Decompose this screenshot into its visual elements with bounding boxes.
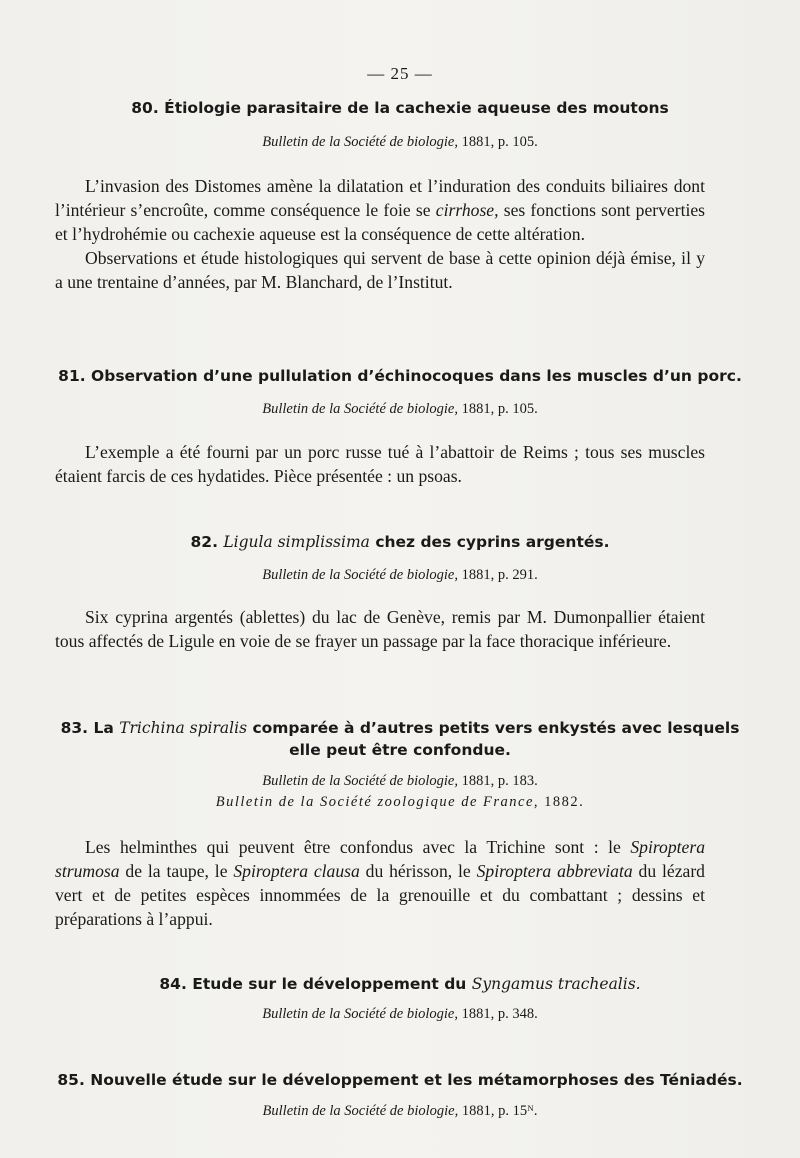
section-83-title-pre: La <box>93 719 114 737</box>
page-number: — 25 — <box>367 64 433 83</box>
section-80-body <box>55 174 705 294</box>
section-83-heading <box>0 719 800 737</box>
section-85-number: 85. <box>57 1071 85 1089</box>
section-80-paragraph-2: Observations et étude histologiques qui servent de base à cette opinion déjà émise, il y a une trentaine d’années, par M. Blanchard, de l’Institut. <box>55 248 705 292</box>
section-81-paragraph-1: L’exemple a été fourni par un porc russe tué à l’abattoir de Reims ; tous ses muscles étaient farcis de ces hydatides. Pièce présentée : un psoas. <box>55 442 705 486</box>
section-81-body <box>55 440 705 488</box>
section-81-number: 81. <box>58 367 86 385</box>
section-84-title-pre: Etude sur le développement du <box>192 975 467 993</box>
section-83-title-italic: Trichina spiralis <box>119 719 248 737</box>
section-83-year: 1881, p. 183. <box>461 773 538 789</box>
section-85-journal: Bulletin de la Société de biologie, <box>262 1103 459 1119</box>
section-84-number: 84. <box>159 975 187 993</box>
section-83-journal-2: Bulletin de la Société zoologique de France, <box>215 794 540 810</box>
section-80-title: Étiologie parasitaire de la cachexie aqueuse des moutons <box>164 99 669 117</box>
section-81-reference <box>0 401 800 418</box>
section-84-title-italic: Syngamus trachealis. <box>471 975 641 993</box>
section-80-year: 1881, p. 105. <box>461 134 538 150</box>
section-82-paragraph-1: Six cyprina argentés (ablettes) du lac de Genève, remis par M. Dumonpallier étaient tous affectés de Ligule en voie de se frayer un passage par la face thoracique inférieure. <box>55 607 705 651</box>
section-82-number: 82. <box>190 533 218 551</box>
section-83-paragraph-1 <box>55 835 705 931</box>
section-80-paragraph-1 <box>55 174 705 246</box>
section-85-heading <box>0 1071 800 1089</box>
section-83-number: 83. <box>60 719 89 737</box>
section-84-year: 1881, p. 348. <box>461 1006 538 1022</box>
section-83-body <box>55 835 705 931</box>
section-84-reference <box>0 1006 800 1023</box>
section-83-year-2: 1882. <box>544 794 585 810</box>
paragraph-italic-term: Spiroptera abbreviata <box>476 861 633 881</box>
paragraph-text: Les helminthes qui peuvent être confondus avec la Trichine sont : le <box>85 837 631 857</box>
section-81-year: 1881, p. 105. <box>461 401 538 417</box>
section-82-reference <box>0 567 800 584</box>
paragraph-text: du hérisson, le <box>359 861 477 881</box>
section-85-reference <box>0 1103 800 1120</box>
section-82-heading <box>0 533 800 551</box>
section-83-journal: Bulletin de la Société de biologie, <box>262 773 458 789</box>
section-82-journal: Bulletin de la Société de biologie, <box>262 567 458 583</box>
section-82-title: chez des cyprins argentés. <box>375 533 610 551</box>
section-85-year: 1881, p. 15ᴺ. <box>461 1103 538 1119</box>
paragraph-text: de la taupe, le <box>119 861 234 881</box>
section-81-journal: Bulletin de la Société de biologie, <box>262 401 458 417</box>
paragraph-text: L’invasion des Distomes amène la dilatation et l’induration des conduits biliaires dont l’intérieur s’encroûte, comme conséquence le foie se <box>55 176 705 220</box>
paragraph-italic-term: Spiroptera strumosa <box>55 837 705 881</box>
paragraph-italic-term: cirrhose, <box>435 200 499 220</box>
paragraph-text: ses fonctions sont perverties et l’hydrohémie ou cachexie aqueuse est la conséquence de cette altération. <box>55 200 706 244</box>
section-82-year: 1881, p. 291. <box>461 567 538 583</box>
section-81-title: Observation d’une pullulation d’échinocoques dans les muscles d’un porc. <box>91 367 742 385</box>
section-80-number: 80. <box>131 99 159 117</box>
section-83-heading-line-2: elle peut être confondue. <box>289 741 511 759</box>
section-82-body <box>55 605 705 653</box>
section-85-title: Nouvelle étude sur le développement et les métamorphoses des Téniadés. <box>90 1071 743 1089</box>
section-81-heading <box>0 367 800 385</box>
section-80-reference <box>0 134 800 151</box>
section-80-journal: Bulletin de la Société de biologie, <box>262 134 458 150</box>
section-84-heading <box>0 975 800 993</box>
section-84-journal: Bulletin de la Société de biologie, <box>262 1006 458 1022</box>
section-83-reference-2 <box>0 794 800 811</box>
paragraph-text: du lézard vert et de petites espèces innommées de la grenouille et du combattant ; dessins et préparations à l’appui. <box>55 861 705 929</box>
section-80-heading <box>0 99 800 117</box>
section-82-title-italic: Ligula simplissima <box>223 533 370 551</box>
paragraph-italic-term: Spiroptera clausa <box>233 861 360 881</box>
section-83-title: comparée à d’autres petits vers enkystés avec lesquels <box>252 719 740 737</box>
section-83-reference <box>0 773 800 790</box>
